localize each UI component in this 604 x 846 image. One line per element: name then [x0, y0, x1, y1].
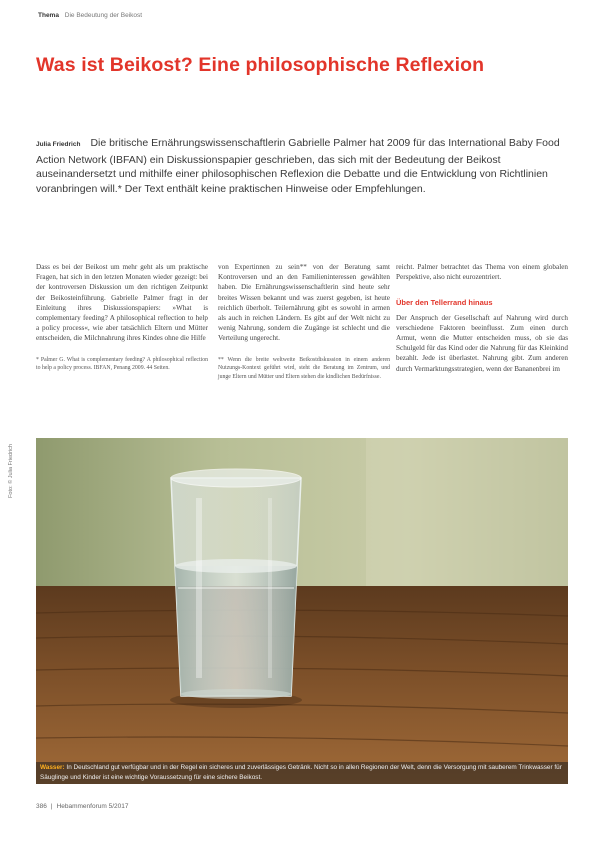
magazine-name: Hebammenforum 5/2017 — [56, 803, 129, 810]
lead-text: Die britische Ernährungswissenschaftlerin Gabrielle Palmer hat 2009 für das International Baby Food Action Network (IBFAN) ein Diskussionspapier geschrieben, das sich mit der Bedeutung der Beikost auseinandersetzt und mithilfe einer philosophischen Reflexion die Debatte und die Entwicklung von Richtlinien voranbringen will.* Der Text enthält keine praktischen Hinweise oder Empfehlungen. — [36, 137, 560, 195]
caption-label: Wasser: — [40, 764, 65, 771]
caption-text: In Deutschland gut verfügbar und in der Regel ein sicheres und zuverlässiges Getränk. Nicht so in allen Regionen der Welt, denn die Versorgung mit sauberem Trinkwasser für Säuglinge und Kinder ist eine wichtige Voraussetzung für eine sichere Beikost. — [40, 764, 562, 781]
author-name: Julia Friedrich — [36, 141, 81, 148]
column-3 — [396, 262, 568, 374]
column-1 — [36, 262, 208, 373]
col2-footnote: ** Wenn die breite weltweite Beikostdiskussion in einem anderen Nutzungs-Kontext geführt wird, steht die Beratung im Zentrum, und junge Eltern und Mütter und Eltern stehen die kindlichen Bedürfnisse. — [218, 356, 390, 380]
header-section: Die Bedeutung der Beikost — [64, 12, 143, 19]
photo-caption — [36, 762, 568, 784]
page-number: 386 — [36, 803, 47, 810]
page-footer: 386 | Hebammenforum 5/2017 — [36, 803, 129, 810]
col3-body-1: reicht. Palmer betrachtet das Thema von einem globalen Perspektive, also nicht eurozentriert. — [396, 263, 568, 282]
article-title: Was ist Beikost? Eine philosophische Reflexion — [36, 54, 485, 76]
col1-body: Dass es bei der Beikost um mehr geht als um praktische Fragen, hat sich in den letzten Monaten wieder gezeigt: bei der kontroversen Diskussion um den richtigen Zeitpunkt der Beikosteinführung. Gabrielle Palmer fragt in der Einleitung ihres Diskussionspapiers: »What is complementary feeding? A philosophical reflection to help a policy process«, wie aber tatsächlich Eltern und Mütter entscheiden, die Milchnahrung ihres Kindes ohne die Hilfe — [36, 263, 208, 343]
col3-body-2: Der Anspruch der Gesellschaft auf Nahrung wird durch verschiedene Faktoren beeinflusst. Zum einen durch Armut, wenn die Mutter entscheiden muss, ob sie das Schulgeld für das Kind oder die Nahrung für das Kleinkind bezahlt. Jede ist überlastet. Nahrung gibt. Zum anderen durch Vermarktungsstrategien, wenn der Bananenbrei im — [396, 313, 568, 373]
col1-footnote: * Palmer G. What is complementary feeding? A philosophical reflection to help a policy process. IBFAN, Penang 2009. 44 Seiten. — [36, 356, 208, 372]
column-2 — [218, 262, 390, 381]
water-glass-photo — [36, 438, 568, 784]
lead-paragraph — [36, 136, 566, 196]
running-header — [38, 12, 142, 19]
col2-body: von Expertinnen zu sein** von der Beratung samt Kontroversen und an den Familieninteressen gewählten haben. Die Ernährungswissenschaftlerin sind heute sehr breites Wissen bekannt und was zuerst gegeben, ist heute reichlich überholt. Teilernährung gibt es sowohl in armen als auch in reichen Ländern. Es gibt auf der Welt nicht zu wenig Nahrung, sondern die Zugänge ist schlecht und die Verteilung ungerecht. — [218, 263, 390, 343]
header-thema: Thema — [38, 12, 59, 19]
col3-subheading: Über den Tellerrand hinaus — [396, 298, 493, 308]
photo-credit: Foto: © Julia Friedrich — [7, 444, 14, 498]
